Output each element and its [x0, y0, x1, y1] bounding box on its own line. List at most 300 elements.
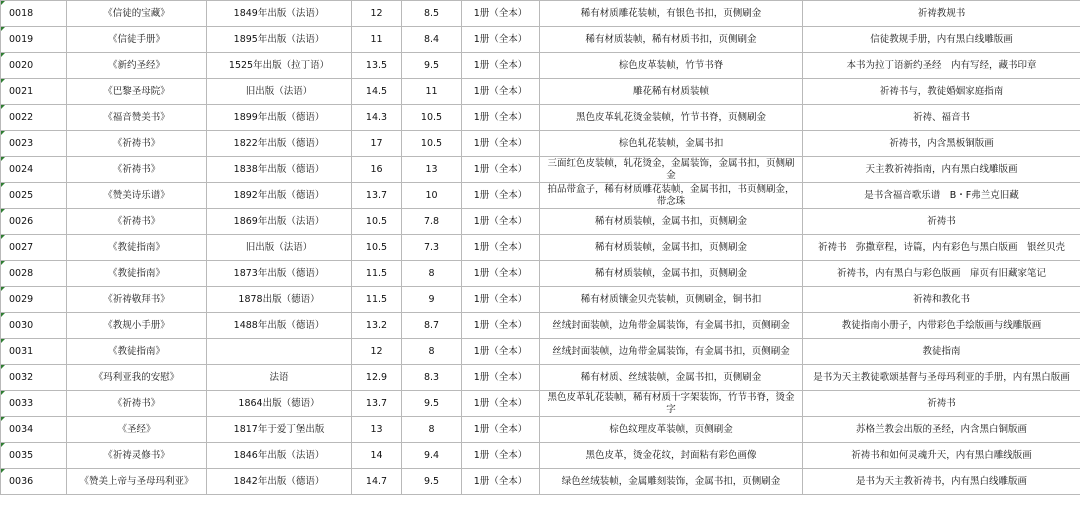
edition-cell[interactable] — [207, 1, 352, 27]
table-row — [1, 469, 1080, 495]
volumes-text: 1册（全本） — [473, 7, 528, 19]
notes-cell[interactable] — [803, 157, 1080, 183]
binding-text: 绿色丝绒装帧，金属雕刻装饰，金属书扣，页侧刷金 — [561, 475, 781, 487]
height-text: 12 — [370, 345, 383, 357]
height-text: 14.5 — [365, 85, 388, 97]
notes-cell[interactable] — [803, 183, 1080, 209]
width-cell[interactable] — [402, 417, 462, 443]
lot-number-cell[interactable] — [1, 1, 67, 27]
lot-number-cell[interactable] — [1, 27, 67, 53]
width-cell[interactable] — [402, 235, 462, 261]
width-text: 8 — [428, 423, 435, 435]
cell-marker-icon — [1, 27, 5, 31]
book-title-cell[interactable] — [67, 313, 207, 339]
edition-cell[interactable] — [207, 339, 352, 365]
lot-number-cell[interactable] — [1, 339, 67, 365]
height-text: 13.7 — [365, 397, 388, 409]
height-cell[interactable] — [352, 131, 402, 157]
lot-number-text: 0023 — [9, 137, 34, 149]
binding-cell[interactable] — [540, 209, 803, 235]
width-text: 8.7 — [423, 319, 440, 331]
volumes-text: 1册（全本） — [473, 111, 528, 123]
edition-cell[interactable] — [207, 391, 352, 417]
lot-number-text: 0021 — [9, 85, 34, 97]
notes-text: 苏格兰教会出版的圣经，内含黑白铜版画 — [855, 423, 1027, 435]
edition-cell[interactable] — [207, 105, 352, 131]
volumes-cell[interactable] — [462, 105, 540, 131]
height-text: 11.5 — [365, 293, 388, 305]
lot-number-text: 0026 — [9, 215, 34, 227]
lot-number-cell[interactable] — [1, 287, 67, 313]
edition-cell[interactable] — [207, 79, 352, 105]
book-title-cell[interactable] — [67, 183, 207, 209]
height-text: 12 — [370, 7, 383, 19]
edition-cell[interactable] — [207, 131, 352, 157]
notes-cell[interactable] — [803, 209, 1080, 235]
book-title-cell[interactable] — [67, 209, 207, 235]
binding-cell[interactable] — [540, 313, 803, 339]
cell-marker-icon — [1, 443, 5, 447]
book-title-text: 《教规小手册》 — [103, 319, 170, 331]
volumes-text: 1册（全本） — [473, 189, 528, 201]
cell-marker-icon — [1, 391, 5, 395]
cell-marker-icon — [1, 157, 5, 161]
lot-number-cell[interactable] — [1, 235, 67, 261]
notes-text: 祈祷、福音书 — [912, 111, 970, 123]
book-title-cell[interactable] — [67, 235, 207, 261]
width-cell[interactable] — [402, 365, 462, 391]
notes-cell[interactable] — [803, 443, 1080, 469]
edition-text: 1849年出版（法语） — [233, 7, 325, 19]
lot-number-text: 0033 — [9, 397, 34, 409]
lot-number-text: 0027 — [9, 241, 34, 253]
volumes-cell[interactable] — [462, 313, 540, 339]
table-row — [1, 131, 1080, 157]
height-cell[interactable] — [352, 261, 402, 287]
notes-text: 信徒教规手册，内有黑白线雕版画 — [870, 33, 1013, 45]
notes-cell[interactable] — [803, 313, 1080, 339]
table-row — [1, 261, 1080, 287]
binding-cell[interactable] — [540, 287, 803, 313]
binding-cell[interactable] — [540, 79, 803, 105]
table-row — [1, 183, 1080, 209]
lot-number-cell[interactable] — [1, 79, 67, 105]
book-title-text: 《祈祷书》 — [112, 397, 161, 409]
book-title-text: 《教徒指南》 — [107, 241, 165, 253]
lot-number-text: 0029 — [9, 293, 34, 305]
lot-number-text: 0019 — [9, 33, 34, 45]
binding-cell[interactable] — [540, 339, 803, 365]
width-text: 8 — [428, 267, 435, 279]
book-title-cell[interactable] — [67, 391, 207, 417]
lot-number-cell[interactable] — [1, 443, 67, 469]
binding-cell[interactable] — [540, 261, 803, 287]
binding-cell[interactable] — [540, 27, 803, 53]
notes-text: 教徒指南 — [922, 345, 961, 357]
width-text: 9 — [428, 293, 435, 305]
lot-number-text: 0032 — [9, 371, 34, 383]
edition-text: 1892年出版（德语） — [233, 189, 325, 201]
width-text: 10 — [425, 189, 438, 201]
binding-cell[interactable] — [540, 183, 803, 209]
book-title-text: 《祈祷书》 — [112, 137, 161, 149]
lot-number-cell[interactable] — [1, 365, 67, 391]
volumes-cell[interactable] — [462, 287, 540, 313]
width-text: 8.3 — [423, 371, 440, 383]
lot-number-text: 0031 — [9, 345, 34, 357]
book-title-text: 《玛利亚我的安慰》 — [93, 371, 180, 383]
notes-cell[interactable] — [803, 417, 1080, 443]
binding-cell[interactable] — [540, 1, 803, 27]
cell-marker-icon — [1, 1, 5, 5]
book-title-text: 《祈祷灵修书》 — [103, 449, 170, 461]
book-title-cell[interactable] — [67, 287, 207, 313]
width-cell[interactable] — [402, 209, 462, 235]
edition-cell[interactable] — [207, 209, 352, 235]
edition-cell[interactable] — [207, 365, 352, 391]
lot-number-text: 0036 — [9, 475, 34, 487]
width-cell[interactable] — [402, 443, 462, 469]
lot-number-cell[interactable] — [1, 313, 67, 339]
volumes-text: 1册（全本） — [473, 33, 528, 45]
volumes-cell[interactable] — [462, 469, 540, 495]
edition-text: 1864出版（德语） — [238, 397, 320, 409]
height-cell[interactable] — [352, 469, 402, 495]
book-title-cell[interactable] — [67, 1, 207, 27]
book-title-cell[interactable] — [67, 469, 207, 495]
binding-text: 黑色皮革，烫金花纹，封面粘有彩色画像 — [585, 449, 757, 461]
book-title-cell[interactable] — [67, 105, 207, 131]
volumes-cell[interactable] — [462, 365, 540, 391]
table-row — [1, 391, 1080, 417]
height-text: 14 — [370, 449, 383, 461]
height-cell[interactable] — [352, 365, 402, 391]
edition-cell[interactable] — [207, 157, 352, 183]
lot-number-cell[interactable] — [1, 53, 67, 79]
binding-text: 稀有材质装帧，金属书扣，页侧刷金 — [594, 267, 747, 279]
volumes-cell[interactable] — [462, 339, 540, 365]
cell-marker-icon — [1, 235, 5, 239]
notes-text: 祈祷书 — [927, 215, 956, 227]
volumes-cell[interactable] — [462, 27, 540, 53]
volumes-text: 1册（全本） — [473, 137, 528, 149]
cell-marker-icon — [1, 209, 5, 213]
volumes-text: 1册（全本） — [473, 475, 528, 487]
edition-cell[interactable] — [207, 183, 352, 209]
notes-cell[interactable] — [803, 469, 1080, 495]
width-cell[interactable] — [402, 183, 462, 209]
binding-cell[interactable] — [540, 53, 803, 79]
edition-text: 1895年出版（法语） — [233, 33, 325, 45]
binding-text: 稀有材质装帧，金属书扣，页侧刷金 — [594, 215, 747, 227]
notes-cell[interactable] — [803, 235, 1080, 261]
notes-text: 祈祷书 — [927, 397, 956, 409]
height-cell[interactable] — [352, 79, 402, 105]
lot-number-cell[interactable] — [1, 391, 67, 417]
volumes-text: 1册（全本） — [473, 241, 528, 253]
width-text: 10.5 — [420, 111, 443, 123]
binding-cell[interactable] — [540, 391, 803, 417]
height-cell[interactable] — [352, 209, 402, 235]
edition-cell[interactable] — [207, 417, 352, 443]
table-row — [1, 443, 1080, 469]
width-text: 8 — [428, 345, 435, 357]
book-title-cell[interactable] — [67, 417, 207, 443]
table-row — [1, 339, 1080, 365]
width-cell[interactable] — [402, 157, 462, 183]
book-title-text: 《赞美诗乐谱》 — [103, 189, 170, 201]
binding-text: 黑色皮革轧花烫金装帧，竹节书脊，页侧刷金 — [575, 111, 766, 123]
notes-cell[interactable] — [803, 105, 1080, 131]
book-title-cell[interactable] — [67, 53, 207, 79]
notes-text: 祈祷书 弥撒章程，诗篇，内有彩色与黑白版画 银丝贝壳 — [817, 241, 1065, 253]
lot-number-cell[interactable] — [1, 183, 67, 209]
height-cell[interactable] — [352, 339, 402, 365]
lot-number-cell[interactable] — [1, 157, 67, 183]
notes-text: 祈祷和教化书 — [912, 293, 970, 305]
volumes-cell[interactable] — [462, 235, 540, 261]
lot-number-cell[interactable] — [1, 131, 67, 157]
binding-text: 丝绒封面装帧，边角带金属装饰，有金属书扣，页侧刷金 — [552, 319, 790, 331]
height-text: 11 — [370, 33, 383, 45]
notes-cell[interactable] — [803, 339, 1080, 365]
edition-text: 1822年出版（德语） — [233, 137, 325, 149]
height-cell[interactable] — [352, 235, 402, 261]
height-cell[interactable] — [352, 183, 402, 209]
cell-marker-icon — [1, 183, 5, 187]
table-row — [1, 287, 1080, 313]
binding-cell[interactable] — [540, 443, 803, 469]
height-text: 14.3 — [365, 111, 388, 123]
edition-cell[interactable] — [207, 469, 352, 495]
edition-text: 1842年出版（德语） — [233, 475, 325, 487]
book-title-text: 《教徒指南》 — [107, 267, 165, 279]
edition-text: 法语 — [269, 371, 289, 383]
lot-number-cell[interactable] — [1, 261, 67, 287]
table-row — [1, 79, 1080, 105]
edition-cell[interactable] — [207, 287, 352, 313]
table-row — [1, 313, 1080, 339]
cell-marker-icon — [1, 105, 5, 109]
cell-marker-icon — [1, 131, 5, 135]
width-cell[interactable] — [402, 79, 462, 105]
width-text: 9.5 — [423, 397, 440, 409]
edition-text: 1525年出版（拉丁语） — [228, 59, 330, 71]
volumes-text: 1册（全本） — [473, 371, 528, 383]
width-cell[interactable] — [402, 1, 462, 27]
height-cell[interactable] — [352, 27, 402, 53]
lot-number-text: 0024 — [9, 163, 34, 175]
book-title-cell[interactable] — [67, 365, 207, 391]
book-title-cell[interactable] — [67, 131, 207, 157]
table-body — [1, 1, 1080, 495]
binding-text: 丝绒封面装帧，边角带金属装饰，有金属书扣，页侧刷金 — [552, 345, 790, 357]
width-cell[interactable] — [402, 339, 462, 365]
volumes-cell[interactable] — [462, 391, 540, 417]
notes-text: 祈祷书，内有黑白与彩色版画 扉页有旧藏家笔记 — [836, 267, 1046, 279]
notes-cell[interactable] — [803, 261, 1080, 287]
volumes-cell[interactable] — [462, 1, 540, 27]
height-cell[interactable] — [352, 391, 402, 417]
notes-text: 教徒指南小册子，内带彩色手绘版画与线雕版画 — [841, 319, 1042, 331]
binding-cell[interactable] — [540, 235, 803, 261]
book-title-cell[interactable] — [67, 339, 207, 365]
width-cell[interactable] — [402, 261, 462, 287]
height-text: 13.5 — [365, 59, 388, 71]
volumes-text: 1册（全本） — [473, 397, 528, 409]
volumes-text: 1册（全本） — [473, 319, 528, 331]
height-text: 10.5 — [365, 241, 388, 253]
width-text: 11 — [425, 85, 438, 97]
width-cell[interactable] — [402, 313, 462, 339]
edition-text: 旧出版（法语） — [245, 85, 313, 97]
notes-text: 祈祷书和如何灵魂升天，内有黑白雕线版画 — [851, 449, 1032, 461]
height-text: 17 — [370, 137, 383, 149]
volumes-cell[interactable] — [462, 131, 540, 157]
binding-cell[interactable] — [540, 365, 803, 391]
lot-number-text: 0020 — [9, 59, 34, 71]
width-text: 13 — [425, 163, 438, 175]
height-cell[interactable] — [352, 53, 402, 79]
book-title-text: 《信徒的宝藏》 — [103, 7, 170, 19]
notes-text: 是书含福音歌乐谱 B・F弗兰克旧藏 — [864, 189, 1019, 201]
notes-text: 本书为拉丁语新约圣经 内有写经，藏书印章 — [846, 59, 1037, 71]
table-row — [1, 209, 1080, 235]
volumes-cell[interactable] — [462, 157, 540, 183]
edition-cell[interactable] — [207, 27, 352, 53]
volumes-cell[interactable] — [462, 261, 540, 287]
volumes-text: 1册（全本） — [473, 59, 528, 71]
notes-cell[interactable] — [803, 287, 1080, 313]
volumes-cell[interactable] — [462, 79, 540, 105]
height-cell[interactable] — [352, 157, 402, 183]
book-title-cell[interactable] — [67, 27, 207, 53]
width-text: 9.5 — [423, 475, 440, 487]
binding-cell[interactable] — [540, 157, 803, 183]
lot-number-text: 0018 — [9, 7, 34, 19]
height-cell[interactable] — [352, 1, 402, 27]
cell-marker-icon — [1, 53, 5, 57]
book-title-cell[interactable] — [67, 443, 207, 469]
cell-marker-icon — [1, 339, 5, 343]
edition-cell[interactable] — [207, 443, 352, 469]
edition-text: 1488年出版（德语） — [233, 319, 325, 331]
binding-text: 黑色皮革轧花装帧，稀有材质十字架装饰，竹节书脊，烫金字 — [547, 391, 795, 415]
volumes-cell[interactable] — [462, 53, 540, 79]
binding-text: 棕色皮革装帧，竹节书脊 — [618, 59, 724, 71]
book-title-cell[interactable] — [67, 261, 207, 287]
edition-cell[interactable] — [207, 313, 352, 339]
edition-text: 1869年出版（法语） — [233, 215, 325, 227]
binding-text: 稀有材质镶金贝壳装帧，页侧刷金，铜书扣 — [580, 293, 762, 305]
lot-number-cell[interactable] — [1, 209, 67, 235]
height-text: 14.7 — [365, 475, 388, 487]
table-row — [1, 105, 1080, 131]
width-cell[interactable] — [402, 105, 462, 131]
book-title-cell[interactable] — [67, 157, 207, 183]
height-text: 13 — [370, 423, 383, 435]
height-cell[interactable] — [352, 443, 402, 469]
binding-cell[interactable] — [540, 131, 803, 157]
notes-cell[interactable] — [803, 53, 1080, 79]
height-text: 13.7 — [365, 189, 388, 201]
width-cell[interactable] — [402, 469, 462, 495]
width-cell[interactable] — [402, 391, 462, 417]
edition-cell[interactable] — [207, 261, 352, 287]
book-title-cell[interactable] — [67, 79, 207, 105]
lot-number-text: 0028 — [9, 267, 34, 279]
volumes-cell[interactable] — [462, 209, 540, 235]
lot-number-cell[interactable] — [1, 469, 67, 495]
binding-cell[interactable] — [540, 105, 803, 131]
width-cell[interactable] — [402, 27, 462, 53]
lot-number-cell[interactable] — [1, 417, 67, 443]
edition-text: 1817年于爱丁堡出版 — [233, 423, 325, 435]
edition-cell[interactable] — [207, 235, 352, 261]
width-text: 8.4 — [423, 33, 440, 45]
notes-cell[interactable] — [803, 391, 1080, 417]
notes-cell[interactable] — [803, 131, 1080, 157]
width-cell[interactable] — [402, 131, 462, 157]
width-text: 10.5 — [420, 137, 443, 149]
binding-cell[interactable] — [540, 469, 803, 495]
volumes-cell[interactable] — [462, 183, 540, 209]
height-text: 12.9 — [365, 371, 388, 383]
notes-cell[interactable] — [803, 365, 1080, 391]
height-cell[interactable] — [352, 313, 402, 339]
volumes-text: 1册（全本） — [473, 423, 528, 435]
book-title-text: 《教徒指南》 — [107, 345, 165, 357]
notes-cell[interactable] — [803, 79, 1080, 105]
width-cell[interactable] — [402, 287, 462, 313]
table-row — [1, 1, 1080, 27]
lot-number-cell[interactable] — [1, 105, 67, 131]
edition-text: 1873年出版（德语） — [233, 267, 325, 279]
edition-cell[interactable] — [207, 53, 352, 79]
binding-text: 稀有材质装帧，稀有材质书扣，页侧刷金 — [585, 33, 757, 45]
width-text: 9.4 — [423, 449, 440, 461]
book-title-text: 《巴黎圣母院》 — [103, 85, 170, 97]
lot-number-text: 0030 — [9, 319, 34, 331]
height-cell[interactable] — [352, 417, 402, 443]
binding-cell[interactable] — [540, 417, 803, 443]
volumes-text: 1册（全本） — [473, 267, 528, 279]
binding-text: 棕色纹理皮革装帧，页侧刷金 — [609, 423, 733, 435]
edition-text: 旧出版（法语） — [245, 241, 313, 253]
book-title-text: 《福音赞美书》 — [103, 111, 170, 123]
width-cell[interactable] — [402, 53, 462, 79]
volumes-text: 1册（全本） — [473, 163, 528, 175]
height-cell[interactable] — [352, 287, 402, 313]
lot-number-text: 0022 — [9, 111, 34, 123]
height-cell[interactable] — [352, 105, 402, 131]
table-row — [1, 27, 1080, 53]
height-text: 11.5 — [365, 267, 388, 279]
notes-text: 祈祷教规书 — [917, 7, 966, 19]
notes-cell[interactable] — [803, 1, 1080, 27]
volumes-cell[interactable] — [462, 417, 540, 443]
volumes-text: 1册（全本） — [473, 449, 528, 461]
width-text: 9.5 — [423, 59, 440, 71]
lot-number-text: 0035 — [9, 449, 34, 461]
volumes-cell[interactable] — [462, 443, 540, 469]
binding-text: 雕花稀有材质装帧 — [632, 85, 709, 97]
binding-text: 稀有材质雕花装帧，有银色书扣，页侧刷金 — [580, 7, 762, 19]
table-row — [1, 53, 1080, 79]
book-title-text: 《圣经》 — [117, 423, 156, 435]
notes-cell[interactable] — [803, 27, 1080, 53]
width-text: 7.8 — [423, 215, 440, 227]
